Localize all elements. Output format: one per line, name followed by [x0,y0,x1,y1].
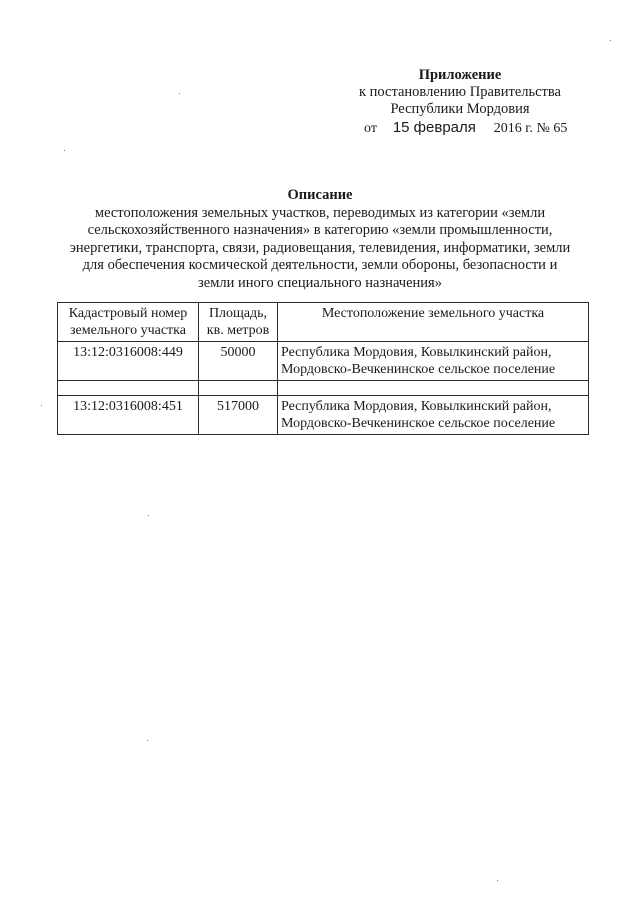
header-cadastral-line-2: земельного участка [70,323,186,338]
table-row-spacer [58,381,589,396]
area-value: 50000 [199,342,278,381]
header-area-line-1: Площадь, [208,306,268,321]
heading-title: Описание [287,187,353,203]
header-area [199,303,278,342]
appendix-block [330,67,590,137]
header-location: Местоположение земельного участка [278,303,589,342]
table-header-row [58,303,589,342]
header-cadastral-line-1: Кадастровый номер [68,306,188,321]
heading-line-1: местоположения земельных участков, переводимых из категории «земли [94,204,546,221]
area-value: 517000 [199,396,278,435]
scan-speck [41,405,42,406]
scan-speck [147,740,148,741]
location-line-1: Республика Мордовия, Ковылкинский район, [281,345,552,360]
location-line-2: Мордовско-Вечкенинское сельское поселение [281,416,556,431]
parcels-table [57,302,589,435]
spacer-cell [199,381,278,396]
scan-speck [148,515,149,516]
appendix-line-2: Республики Мордовия [390,101,530,117]
cadastral-number: 13:12:0316008:449 [58,342,199,381]
heading-line-5: земли иного специального назначения» [198,274,442,291]
heading-line-2: сельскохозяйственного назначения» в категорию «земли промышленности, [87,222,553,239]
heading-line-3: энергетики, транспорта, связи, радиовещания, телевидения, информатики, земли [69,239,571,256]
spacer-cell [58,381,199,396]
location-line-1: Республика Мордовия, Ковылкинский район, [281,399,552,414]
header-area-line-2: кв. метров [206,323,270,338]
scan-speck [497,880,498,881]
location-cell [278,342,589,381]
location-line-2: Мордовско-Вечкенинское сельское поселение [281,362,556,377]
header-cadastral [58,303,199,342]
table-row [58,396,589,435]
cadastral-number: 13:12:0316008:451 [58,396,199,435]
scan-speck [179,93,180,94]
scan-speck [64,150,65,151]
date-suffix: 2016 г. № 65 [493,121,568,136]
appendix-line-1: к постановлению Правительства [359,84,561,100]
document-heading [50,187,590,293]
location-cell [278,396,589,435]
scan-speck [610,40,611,41]
spacer-cell [278,381,589,396]
date-prefix: от [364,121,377,136]
table-row [58,342,589,381]
appendix-dateline [330,119,590,137]
date-filled: 15 февраля [392,119,476,136]
heading-line-4: для обеспечения космической деятельности, земли обороны, безопасности и [82,257,558,274]
appendix-title: Приложение [418,67,502,83]
